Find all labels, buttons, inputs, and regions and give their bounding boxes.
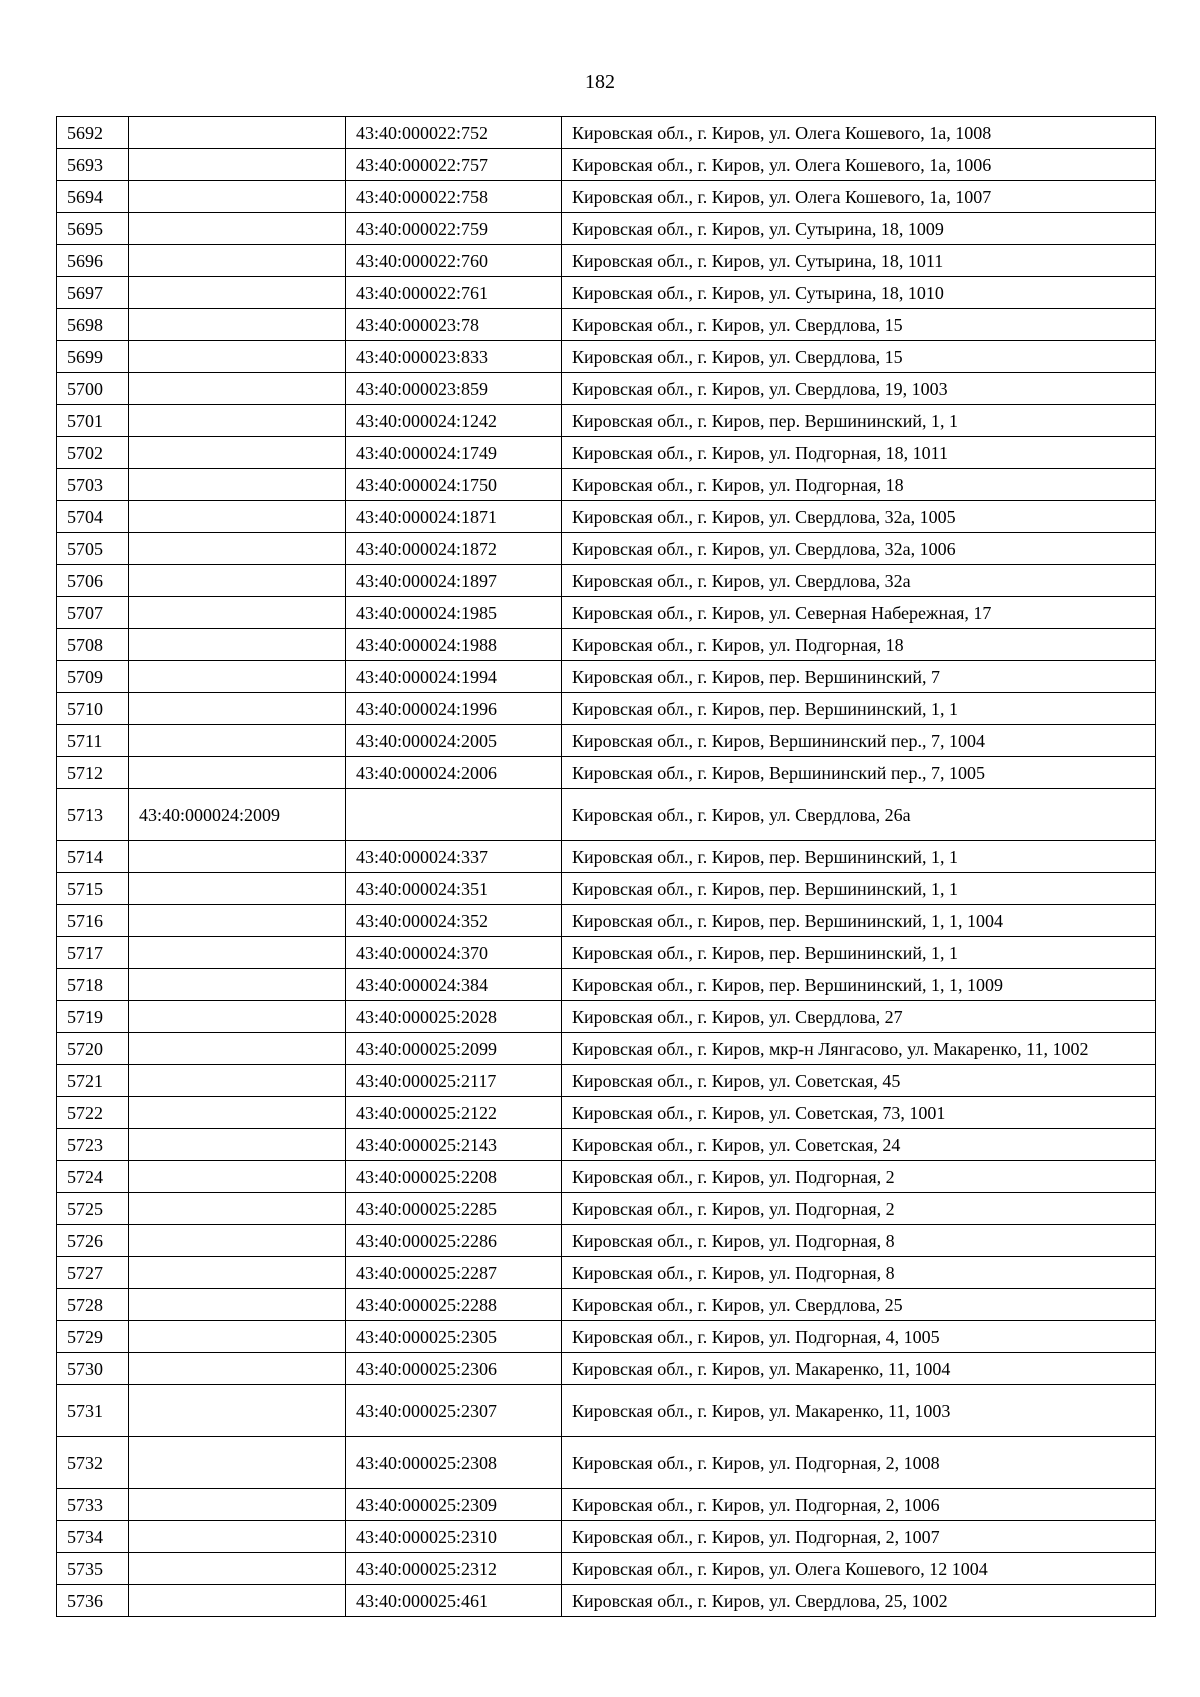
cadastral-number-cell: 43:40:000022:761 <box>346 277 562 309</box>
cadastral-number-cell <box>129 1097 346 1129</box>
cadastral-number-cell <box>129 277 346 309</box>
table-row <box>57 789 1156 841</box>
cadastral-number-cell: 43:40:000025:2305 <box>346 1321 562 1353</box>
cadastral-number-cell <box>129 725 346 757</box>
address-cell: Кировская обл., г. Киров, пер. Вершининский, 1, 1, 1009 <box>562 969 1156 1001</box>
address-cell: Кировская обл., г. Киров, Вершининский пер., 7, 1004 <box>562 725 1156 757</box>
cadastral-number-cell: 43:40:000024:1242 <box>346 405 562 437</box>
address-cell: Кировская обл., г. Киров, пер. Вершининский, 7 <box>562 661 1156 693</box>
table-row <box>57 1489 1156 1521</box>
cadastral-number-cell <box>129 1001 346 1033</box>
row-number-cell: 5718 <box>57 969 129 1001</box>
cadastral-number-cell <box>129 501 346 533</box>
table-row <box>57 841 1156 873</box>
row-number-cell: 5712 <box>57 757 129 789</box>
address-cell: Кировская обл., г. Киров, ул. Подгорная, 2, 1006 <box>562 1489 1156 1521</box>
table-row <box>57 629 1156 661</box>
table-row <box>57 373 1156 405</box>
cadastral-number-cell <box>129 213 346 245</box>
address-cell: Кировская обл., г. Киров, ул. Свердлова, 19, 1003 <box>562 373 1156 405</box>
address-cell: Кировская обл., г. Киров, пер. Вершининский, 1, 1 <box>562 693 1156 725</box>
cadastral-number-cell: 43:40:000025:2310 <box>346 1521 562 1553</box>
cadastral-number-cell <box>129 437 346 469</box>
address-cell: Кировская обл., г. Киров, пер. Вершининский, 1, 1 <box>562 873 1156 905</box>
cadastral-number-cell <box>129 969 346 1001</box>
row-number-cell: 5730 <box>57 1353 129 1385</box>
table-row <box>57 873 1156 905</box>
row-number-cell: 5721 <box>57 1065 129 1097</box>
row-number-cell: 5711 <box>57 725 129 757</box>
table-row <box>57 1161 1156 1193</box>
table-row <box>57 757 1156 789</box>
table-row <box>57 1385 1156 1437</box>
table-row <box>57 969 1156 1001</box>
table-row <box>57 277 1156 309</box>
row-number-cell: 5729 <box>57 1321 129 1353</box>
cadastral-number-cell: 43:40:000024:1988 <box>346 629 562 661</box>
row-number-cell: 5704 <box>57 501 129 533</box>
table-row <box>57 1193 1156 1225</box>
cadastral-number-cell: 43:40:000024:1996 <box>346 693 562 725</box>
table-row <box>57 1521 1156 1553</box>
cadastral-number-cell <box>129 405 346 437</box>
cadastral-number-cell <box>129 1585 346 1617</box>
cadastral-number-cell: 43:40:000024:351 <box>346 873 562 905</box>
row-number-cell: 5710 <box>57 693 129 725</box>
address-cell: Кировская обл., г. Киров, ул. Подгорная, 2, 1007 <box>562 1521 1156 1553</box>
address-cell: Кировская обл., г. Киров, ул. Сутырина, 18, 1009 <box>562 213 1156 245</box>
cadastral-number-cell: 43:40:000022:760 <box>346 245 562 277</box>
address-cell: Кировская обл., г. Киров, ул. Свердлова, 27 <box>562 1001 1156 1033</box>
table-row <box>57 1097 1156 1129</box>
table-row <box>57 117 1156 149</box>
cadastral-number-cell: 43:40:000024:1985 <box>346 597 562 629</box>
address-cell: Кировская обл., г. Киров, мкр-н Лянгасово, ул. Макаренко, 11, 1002 <box>562 1033 1156 1065</box>
cadastral-number-cell <box>129 149 346 181</box>
cadastral-number-cell <box>129 469 346 501</box>
row-number-cell: 5696 <box>57 245 129 277</box>
row-number-cell: 5692 <box>57 117 129 149</box>
address-cell: Кировская обл., г. Киров, ул. Подгорная, 2, 1008 <box>562 1437 1156 1489</box>
cadastral-number-cell: 43:40:000022:758 <box>346 181 562 213</box>
table-row <box>57 245 1156 277</box>
address-cell: Кировская обл., г. Киров, пер. Вершининский, 1, 1 <box>562 937 1156 969</box>
cadastral-number-cell: 43:40:000024:2005 <box>346 725 562 757</box>
row-number-cell: 5733 <box>57 1489 129 1521</box>
table-row <box>57 405 1156 437</box>
row-number-cell: 5706 <box>57 565 129 597</box>
cadastral-number-cell <box>129 181 346 213</box>
address-cell: Кировская обл., г. Киров, ул. Подгорная, 2 <box>562 1193 1156 1225</box>
address-cell: Кировская обл., г. Киров, ул. Подгорная, 18 <box>562 469 1156 501</box>
address-cell: Кировская обл., г. Киров, ул. Советская, 24 <box>562 1129 1156 1161</box>
row-number-cell: 5707 <box>57 597 129 629</box>
row-number-cell: 5699 <box>57 341 129 373</box>
cadastral-number-cell: 43:40:000022:757 <box>346 149 562 181</box>
cadastral-number-cell <box>129 117 346 149</box>
cadastral-number-cell: 43:40:000025:2208 <box>346 1161 562 1193</box>
cadastral-number-cell <box>129 1289 346 1321</box>
cadastral-number-cell: 43:40:000025:2099 <box>346 1033 562 1065</box>
cadastral-number-cell <box>129 1129 346 1161</box>
cadastral-number-cell: 43:40:000024:370 <box>346 937 562 969</box>
cadastral-number-cell: 43:40:000024:1871 <box>346 501 562 533</box>
table-row <box>57 501 1156 533</box>
table-row <box>57 437 1156 469</box>
table-row <box>57 905 1156 937</box>
address-cell: Кировская обл., г. Киров, ул. Советская, 45 <box>562 1065 1156 1097</box>
table-row <box>57 1353 1156 1385</box>
row-number-cell: 5713 <box>57 789 129 841</box>
row-number-cell: 5731 <box>57 1385 129 1437</box>
address-cell: Кировская обл., г. Киров, пер. Вершининский, 1, 1, 1004 <box>562 905 1156 937</box>
table-row <box>57 1225 1156 1257</box>
table-row <box>57 661 1156 693</box>
cadastral-number-cell <box>129 661 346 693</box>
cadastral-number-cell <box>129 1033 346 1065</box>
cadastral-number-cell: 43:40:000025:2288 <box>346 1289 562 1321</box>
row-number-cell: 5709 <box>57 661 129 693</box>
cadastral-number-cell <box>129 1385 346 1437</box>
cadastral-number-cell: 43:40:000025:2306 <box>346 1353 562 1385</box>
cadastral-number-cell <box>129 757 346 789</box>
table-row <box>57 1553 1156 1585</box>
cadastral-number-cell: 43:40:000023:78 <box>346 309 562 341</box>
cadastral-number-cell <box>129 1437 346 1489</box>
cadastral-number-cell <box>129 841 346 873</box>
address-cell: Кировская обл., г. Киров, ул. Подгорная, 18, 1011 <box>562 437 1156 469</box>
address-cell: Кировская обл., г. Киров, ул. Олега Кошевого, 12 1004 <box>562 1553 1156 1585</box>
row-number-cell: 5693 <box>57 149 129 181</box>
table-row <box>57 1437 1156 1489</box>
cadastral-number-cell: 43:40:000025:2287 <box>346 1257 562 1289</box>
cadastral-number-cell <box>129 1257 346 1289</box>
table-row <box>57 533 1156 565</box>
row-number-cell: 5725 <box>57 1193 129 1225</box>
row-number-cell: 5701 <box>57 405 129 437</box>
cadastral-number-cell: 43:40:000024:337 <box>346 841 562 873</box>
address-cell: Кировская обл., г. Киров, ул. Сутырина, 18, 1010 <box>562 277 1156 309</box>
cadastral-number-cell <box>129 533 346 565</box>
cadastral-number-cell <box>129 1161 346 1193</box>
address-cell: Кировская обл., г. Киров, ул. Подгорная, 8 <box>562 1257 1156 1289</box>
address-cell: Кировская обл., г. Киров, ул. Макаренко, 11, 1003 <box>562 1385 1156 1437</box>
address-cell: Кировская обл., г. Киров, ул. Подгорная, 18 <box>562 629 1156 661</box>
table-row <box>57 341 1156 373</box>
address-cell: Кировская обл., г. Киров, ул. Макаренко, 11, 1004 <box>562 1353 1156 1385</box>
table-row <box>57 1001 1156 1033</box>
address-cell: Кировская обл., г. Киров, ул. Олега Кошевого, 1а, 1007 <box>562 181 1156 213</box>
cadastral-number-cell <box>129 629 346 661</box>
cadastral-number-cell: 43:40:000022:759 <box>346 213 562 245</box>
address-cell: Кировская обл., г. Киров, Вершининский пер., 7, 1005 <box>562 757 1156 789</box>
address-cell: Кировская обл., г. Киров, ул. Свердлова, 25, 1002 <box>562 1585 1156 1617</box>
row-number-cell: 5734 <box>57 1521 129 1553</box>
page-number: 182 <box>585 71 615 93</box>
cadastral-number-cell: 43:40:000023:833 <box>346 341 562 373</box>
address-cell: Кировская обл., г. Киров, ул. Подгорная, 8 <box>562 1225 1156 1257</box>
address-cell: Кировская обл., г. Киров, ул. Подгорная, 2 <box>562 1161 1156 1193</box>
address-cell: Кировская обл., г. Киров, ул. Советская, 73, 1001 <box>562 1097 1156 1129</box>
cadastral-number-cell: 43:40:000024:1872 <box>346 533 562 565</box>
row-number-cell: 5726 <box>57 1225 129 1257</box>
cadastral-number-cell <box>129 905 346 937</box>
row-number-cell: 5717 <box>57 937 129 969</box>
cadastral-number-cell: 43:40:000024:352 <box>346 905 562 937</box>
table-row <box>57 469 1156 501</box>
row-number-cell: 5698 <box>57 309 129 341</box>
row-number-cell: 5719 <box>57 1001 129 1033</box>
table-row <box>57 1033 1156 1065</box>
cadastral-number-cell <box>129 693 346 725</box>
row-number-cell: 5727 <box>57 1257 129 1289</box>
row-number-cell: 5722 <box>57 1097 129 1129</box>
cadastral-number-cell <box>129 1521 346 1553</box>
row-number-cell: 5697 <box>57 277 129 309</box>
row-number-cell: 5716 <box>57 905 129 937</box>
row-number-cell: 5720 <box>57 1033 129 1065</box>
cadastral-number-cell <box>129 1321 346 1353</box>
cadastral-number-cell <box>129 937 346 969</box>
property-table <box>56 116 1156 1617</box>
table-row <box>57 149 1156 181</box>
cadastral-number-cell: 43:40:000024:1749 <box>346 437 562 469</box>
row-number-cell: 5702 <box>57 437 129 469</box>
row-number-cell: 5735 <box>57 1553 129 1585</box>
table-row <box>57 597 1156 629</box>
address-cell: Кировская обл., г. Киров, ул. Свердлова, 32а, 1005 <box>562 501 1156 533</box>
address-cell: Кировская обл., г. Киров, ул. Подгорная, 4, 1005 <box>562 1321 1156 1353</box>
row-number-cell: 5714 <box>57 841 129 873</box>
table-row <box>57 1321 1156 1353</box>
cadastral-number-cell <box>129 341 346 373</box>
row-number-cell: 5732 <box>57 1437 129 1489</box>
cadastral-number-cell: 43:40:000024:2009 <box>129 789 346 841</box>
address-cell: Кировская обл., г. Киров, ул. Северная Набережная, 17 <box>562 597 1156 629</box>
row-number-cell: 5700 <box>57 373 129 405</box>
table-row <box>57 1257 1156 1289</box>
cadastral-number-cell: 43:40:000022:752 <box>346 117 562 149</box>
cadastral-number-cell: 43:40:000025:2117 <box>346 1065 562 1097</box>
cadastral-number-cell: 43:40:000024:1897 <box>346 565 562 597</box>
row-number-cell: 5695 <box>57 213 129 245</box>
cadastral-number-cell: 43:40:000025:2143 <box>346 1129 562 1161</box>
cadastral-number-cell <box>129 1225 346 1257</box>
address-cell: Кировская обл., г. Киров, ул. Олега Кошевого, 1а, 1008 <box>562 117 1156 149</box>
cadastral-number-cell <box>129 873 346 905</box>
cadastral-number-cell <box>129 1065 346 1097</box>
table-row <box>57 181 1156 213</box>
row-number-cell: 5708 <box>57 629 129 661</box>
row-number-cell: 5705 <box>57 533 129 565</box>
cadastral-number-cell <box>129 1353 346 1385</box>
row-number-cell: 5703 <box>57 469 129 501</box>
cadastral-number-cell: 43:40:000025:2309 <box>346 1489 562 1521</box>
address-cell: Кировская обл., г. Киров, ул. Олега Кошевого, 1а, 1006 <box>562 149 1156 181</box>
cadastral-number-cell: 43:40:000025:2286 <box>346 1225 562 1257</box>
row-number-cell: 5694 <box>57 181 129 213</box>
cadastral-number-cell <box>129 597 346 629</box>
cadastral-number-cell <box>129 373 346 405</box>
cadastral-number-cell: 43:40:000025:2122 <box>346 1097 562 1129</box>
table-row <box>57 213 1156 245</box>
address-cell: Кировская обл., г. Киров, ул. Свердлова, 32а, 1006 <box>562 533 1156 565</box>
cadastral-number-cell <box>129 309 346 341</box>
table-row <box>57 565 1156 597</box>
cadastral-number-cell: 43:40:000024:384 <box>346 969 562 1001</box>
cadastral-number-cell: 43:40:000025:2028 <box>346 1001 562 1033</box>
table-row <box>57 1585 1156 1617</box>
cadastral-number-cell <box>129 1553 346 1585</box>
cadastral-number-cell <box>129 1489 346 1521</box>
cadastral-number-cell <box>129 245 346 277</box>
cadastral-number-cell: 43:40:000024:1750 <box>346 469 562 501</box>
cadastral-number-cell <box>129 565 346 597</box>
address-cell: Кировская обл., г. Киров, пер. Вершининский, 1, 1 <box>562 841 1156 873</box>
cadastral-number-cell: 43:40:000025:2308 <box>346 1437 562 1489</box>
table-row <box>57 1129 1156 1161</box>
address-cell: Кировская обл., г. Киров, ул. Свердлова, 15 <box>562 341 1156 373</box>
table-row <box>57 1289 1156 1321</box>
table-row <box>57 1065 1156 1097</box>
address-cell: Кировская обл., г. Киров, ул. Свердлова, 26а <box>562 789 1156 841</box>
cadastral-number-cell: 43:40:000025:2312 <box>346 1553 562 1585</box>
address-cell: Кировская обл., г. Киров, пер. Вершининский, 1, 1 <box>562 405 1156 437</box>
cadastral-number-cell: 43:40:000025:461 <box>346 1585 562 1617</box>
address-cell: Кировская обл., г. Киров, ул. Свердлова, 25 <box>562 1289 1156 1321</box>
cadastral-number-cell: 43:40:000024:2006 <box>346 757 562 789</box>
cadastral-number-cell <box>346 789 562 841</box>
table-row <box>57 725 1156 757</box>
cadastral-number-cell <box>129 1193 346 1225</box>
address-cell: Кировская обл., г. Киров, ул. Сутырина, 18, 1011 <box>562 245 1156 277</box>
row-number-cell: 5723 <box>57 1129 129 1161</box>
cadastral-number-cell: 43:40:000023:859 <box>346 373 562 405</box>
row-number-cell: 5728 <box>57 1289 129 1321</box>
row-number-cell: 5736 <box>57 1585 129 1617</box>
table-row <box>57 693 1156 725</box>
address-cell: Кировская обл., г. Киров, ул. Свердлова, 32а <box>562 565 1156 597</box>
cadastral-number-cell: 43:40:000025:2307 <box>346 1385 562 1437</box>
cadastral-number-cell: 43:40:000024:1994 <box>346 661 562 693</box>
table-row <box>57 309 1156 341</box>
address-cell: Кировская обл., г. Киров, ул. Свердлова, 15 <box>562 309 1156 341</box>
table-body <box>57 117 1156 1617</box>
cadastral-number-cell: 43:40:000025:2285 <box>346 1193 562 1225</box>
table-row <box>57 937 1156 969</box>
row-number-cell: 5724 <box>57 1161 129 1193</box>
row-number-cell: 5715 <box>57 873 129 905</box>
